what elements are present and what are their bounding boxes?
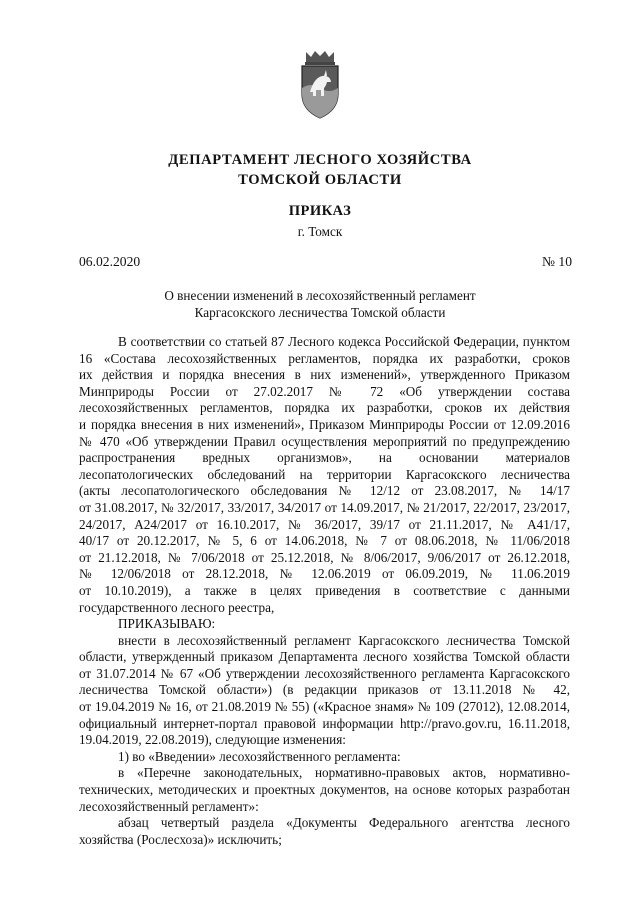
body-line: абзац четвертый раздела «Документы Федерального агентства лесного [118,815,570,831]
body-line: официальный интернет-портал правовой информации http://pravo.gov.ru, 16.11.2018, [79,715,570,731]
order-keyword: ПРИКАЗЫВАЮ: [118,616,216,632]
body-line: лесничества Томской области») (в редакции приказов от 13.11.2018 № 42, [79,682,570,698]
body-line: от 19.04.2019 № 16, от 21.08.2019 № 55) («Красное знамя» № 109 (27012), 12.08.2014, [79,699,570,715]
organization-line-2: ТОМСКОЙ ОБЛАСТИ [238,172,402,188]
organization-name [0,150,640,190]
body-line: их действия и порядка внесения в них изменений», утвержденного Приказом [79,367,570,383]
city: г. Томск [297,224,343,239]
coat-of-arms-icon [297,48,343,122]
organization-line-1: ДЕПАРТАМЕНТ ЛЕСНОГО ХОЗЯЙСТВА [168,152,472,168]
body-line: В соответствии со статьей 87 Лесного кодекса Российской Федерации, пунктом [118,334,570,349]
body-line: 24/2017, А24/2017 от 16.10.2017, № 36/2017, 39/17 от 21.11.2017, № А41/17, [79,516,570,532]
body-line: и порядка внесения в них изменений», Приказом Минприроды России от 12.09.2016 [79,416,570,432]
body-line: 19.04.2019, 22.08.2019), следующие изменения: [79,732,346,748]
body-line: 40/17 от 20.12.2017, № 5, 6 от 14.06.2018, № 7 от 08.06.2018, № 11/06/2018 [79,533,570,549]
body-line: технических, методических и проектных документов, на основе которых разработан [79,782,570,798]
body-line: 1) во «Введении» лесохозяйственного регламента: [118,748,401,764]
body-line: от 31.08.2017, № 32/2017, 33/2017, 34/2017 от 14.09.2017, № 21/2017, 22/2017, 23/2017, [79,499,570,515]
document-subject [0,287,640,321]
document-date: 06.02.2020 [79,254,141,269]
subject-line-1: О внесении изменений в лесохозяйственный регламент [164,288,476,303]
body-line: в «Перечне законодательных, нормативно-правовых актов, нормативно- [118,765,570,781]
body-line: Минприроды России от 27.02.2017 № 72 «Об утверждении состава [79,383,570,399]
body-line: внести в лесохозяйственный регламент Каргасокского лесничества Томской [118,632,570,648]
body-line: (акты лесопатологического обследования № 12/12 от 23.08.2017, № 14/17 [79,483,570,499]
body-line: от 31.07.2014 № 67 «Об утверждении лесохозяйственного регламента Каргасокского [79,665,570,681]
body-line: государственного лесного реестра, [79,599,275,615]
body-line: области, утвержденный приказом Департамента лесного хозяйства Томской области [79,649,570,665]
body-line: от 10.10.2019), а также в целях приведения в соответствие с данными [79,582,570,598]
body-line: лесопатологических обследований на территории Каргасокского лесничества [79,466,570,482]
document-number: № 10 [542,254,572,269]
body-line: № 12/06/2018 от 28.12.2018, № 12.06.2019 от 06.09.2019, № 11.06.2019 [79,566,570,582]
body-line: хозяйства (Рослесхоза)» исключить; [79,831,282,847]
subject-line-2: Каргасокского лесничества Томской области [194,305,446,320]
document-type: ПРИКАЗ [288,203,352,219]
body-line: лесохозяйственных регламентов, порядка их разработки, сроков их действия [79,400,570,416]
body-line: распространения вредных организмов», на основании материалов [79,450,570,466]
document-body [79,334,570,848]
body-line: 16 «Состава лесохозяйственных регламентов, порядка их разработки, сроков [79,350,570,366]
body-line: от 21.12.2018, № 7/06/2018 от 25.12.2018, № 8/06/2017, 9/06/2017 от 26.12.2018, [79,549,570,565]
body-line: лесохозяйственный регламент»: [79,798,259,814]
body-line: № 470 «Об утверждении Правил осуществления мероприятий по предупреждению [79,433,570,449]
